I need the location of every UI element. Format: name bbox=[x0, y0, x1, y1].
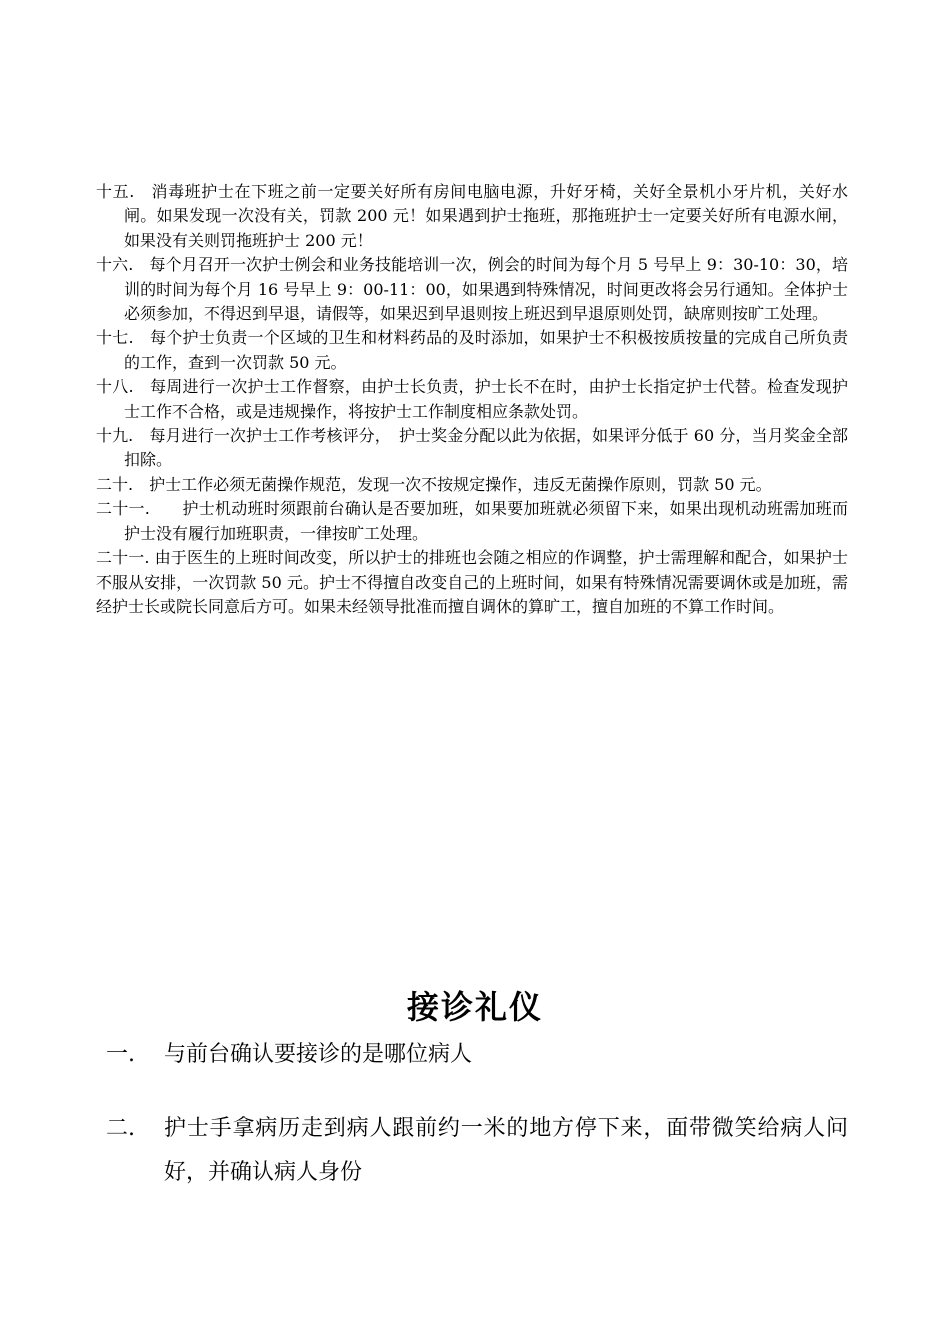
rule-text: 护士机动班时须跟前台确认是否要加班，如果要加班就必须留下来，如果出现机动班需加班而护士没有履行加班职责，一律按旷工处理。 bbox=[124, 499, 848, 543]
rule-number: 二十一. bbox=[96, 499, 183, 519]
rule-text: 每个护士负责一个区域的卫生和材料药品的及时添加，如果护士不积极按质按量的完成自己所负责的工作，查到一次罚款 50 元。 bbox=[124, 328, 848, 372]
rule-text: 护士工作必须无菌操作规范，发现一次不按规定操作，违反无菌操作原则，罚款 50 元。 bbox=[149, 474, 772, 494]
rule-item bbox=[96, 473, 848, 497]
rule-item bbox=[96, 546, 848, 619]
rule-text: 每周进行一次护士工作督察，由护士长负责，护士长不在时，由护士长指定护士代替。检查发现护士工作不合格，或是违规操作，将按护士工作制度相应条款处罚。 bbox=[124, 377, 848, 421]
nurse-rules-list bbox=[96, 180, 848, 619]
rule-text: 每个月召开一次护士例会和业务技能培训一次，例会的时间为每个月 5 号早上 9：30-10：30，培训的时间为每个月 16 号早上 9：00-11：00，如果遇到特殊情况，时间更改将会另行通知。全体护士必须参加，不得迟到早退，请假等，如果迟到早退则按上班迟到早退原则处罚，缺席则按旷工处理。 bbox=[124, 255, 848, 324]
step-number: 二. bbox=[106, 1116, 135, 1141]
rule-item bbox=[96, 424, 848, 473]
rule-item bbox=[96, 326, 848, 375]
rule-item bbox=[96, 253, 848, 326]
rule-number: 十八. bbox=[96, 377, 151, 397]
step-number: 一. bbox=[106, 1042, 135, 1067]
step-item bbox=[106, 1109, 848, 1195]
rule-item bbox=[96, 180, 848, 253]
etiquette-steps bbox=[106, 1035, 848, 1227]
rule-number: 十五. bbox=[96, 182, 152, 201]
section-title: 接诊礼仪 bbox=[406, 988, 543, 1026]
rule-text: 由于医生的上班时间改变，所以护士的排班也会随之相应的作调整，护士需理解和配合，如果护士不服从安排，一次罚款 50 元。护士不得擅自改变自己的上班时间，如果有特殊情况需要调休或是加班，需经护士长或院长同意后方可。如果未经领导批准而擅自调休的算旷工，擅自加班的不算工作时间。 bbox=[96, 548, 848, 616]
rule-text: 消毒班护士在下班之前一定要关好所有房间电脑电源，升好牙椅，关好全景机小牙片机，关好水闸。如果发现一次没有关，罚款 200 元！如果遇到护士拖班，那拖班护士一定要关好所有电源水闸，如果没有关则罚拖班护士 200 元！ bbox=[124, 182, 848, 250]
rule-number: 二十. bbox=[96, 474, 150, 494]
step-text: 护士手拿病历走到病人跟前约一米的地方停下来，面带微笑给病人问好，并确认病人身份 bbox=[164, 1116, 848, 1185]
step-item bbox=[106, 1035, 848, 1077]
rule-item bbox=[96, 497, 848, 546]
rule-number: 二十一. bbox=[96, 548, 155, 568]
rule-number: 十九. bbox=[96, 426, 150, 446]
rule-text: 每月进行一次护士工作考核评分， 护士奖金分配以此为依据，如果评分低于 60 分，当月奖金全部扣除。 bbox=[124, 426, 848, 470]
rule-number: 十六. bbox=[96, 255, 150, 275]
step-text: 与前台确认要接诊的是哪位病人 bbox=[164, 1042, 473, 1067]
rule-item bbox=[96, 375, 848, 424]
rule-number: 十七. bbox=[96, 328, 151, 348]
